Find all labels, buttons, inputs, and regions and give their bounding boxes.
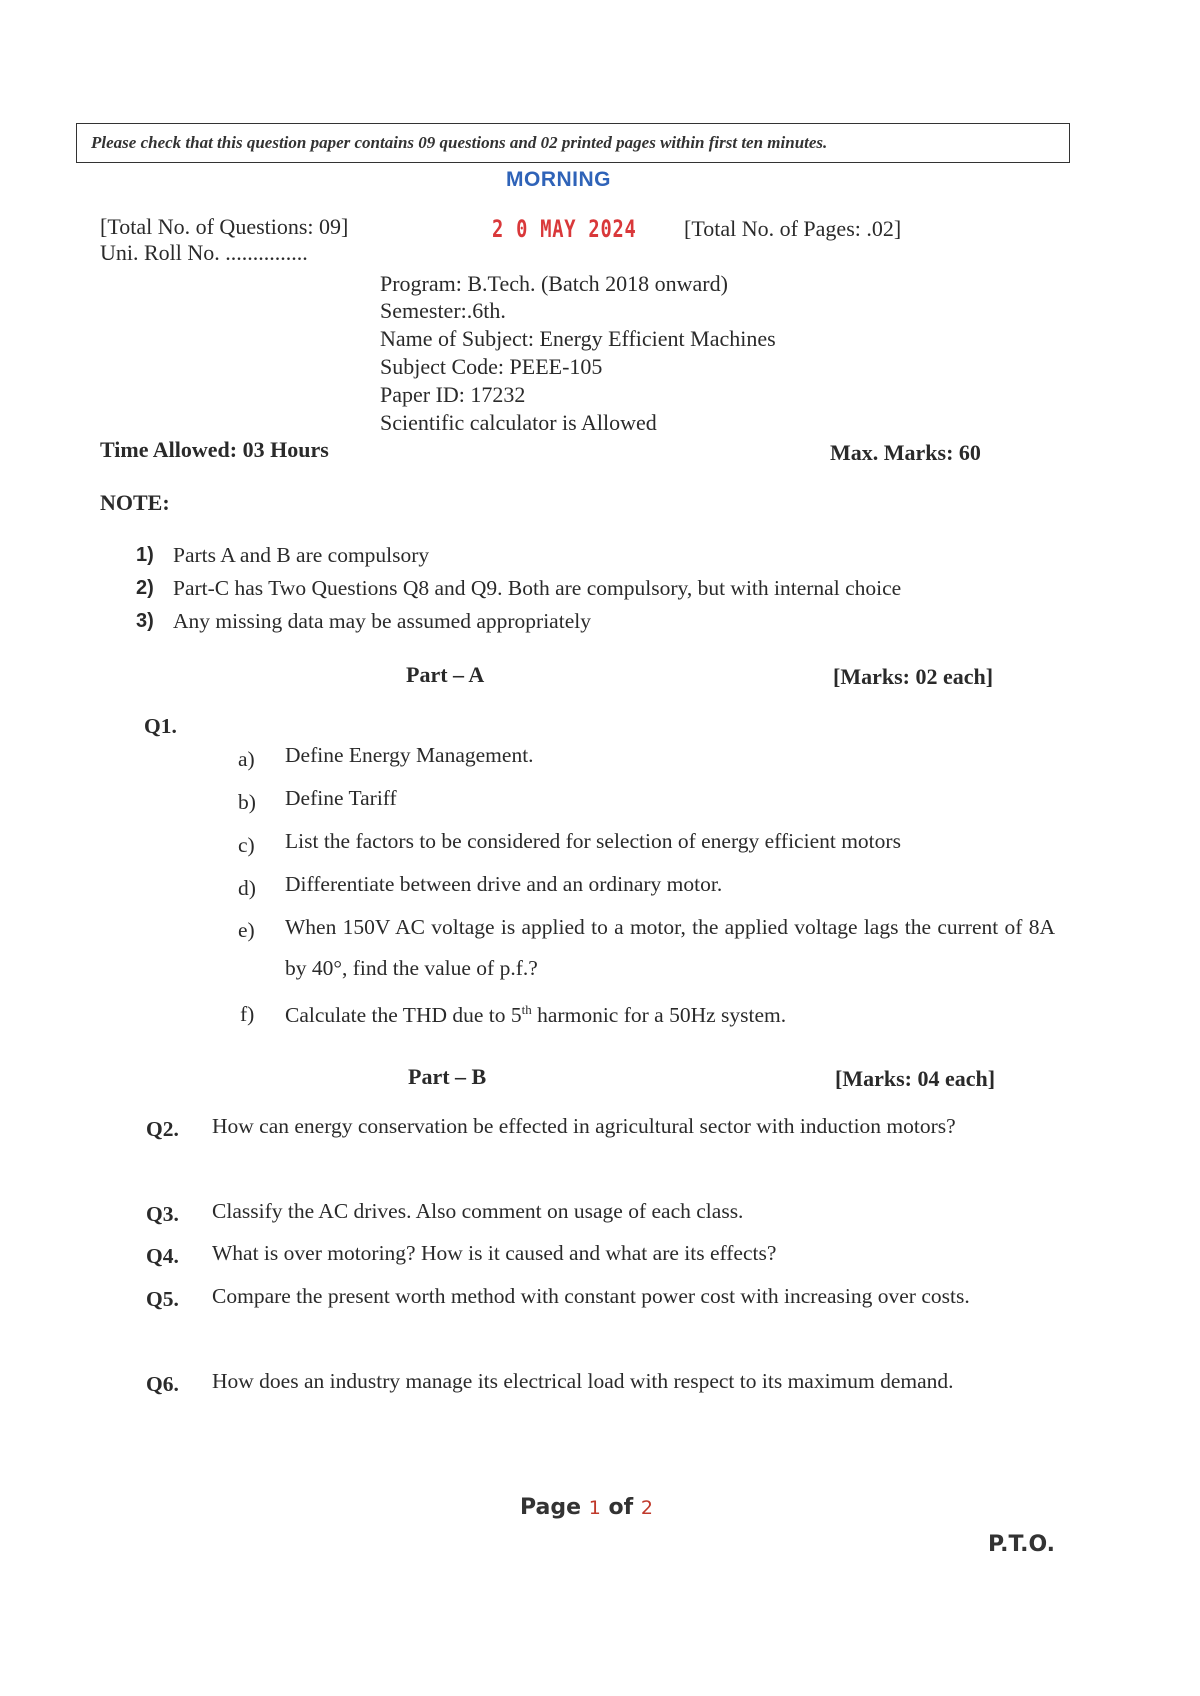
question-text: Classify the AC drives. Also comment on usage of each class. xyxy=(212,1199,744,1223)
session-label: MORNING xyxy=(506,168,611,191)
part-b-marks: [Marks: 04 each] xyxy=(835,1066,996,1091)
notice-box xyxy=(76,123,1070,163)
question-label: Q3. xyxy=(146,1202,179,1226)
sub-question-text: List the factors to be considered for selection of energy efficient motors xyxy=(285,829,901,853)
sub-question-letter: b) xyxy=(238,790,256,814)
time-allowed: Time Allowed: 03 Hours xyxy=(100,437,329,462)
max-marks: Max. Marks: 60 xyxy=(830,440,981,465)
note-item-text: Parts A and B are compulsory xyxy=(173,543,430,567)
sub-question-text: Differentiate between drive and an ordinary motor. xyxy=(285,872,723,896)
question-label: Q2. xyxy=(146,1117,179,1141)
part-a-title: Part – A xyxy=(406,662,485,687)
note-item-number: 1) xyxy=(136,544,154,566)
page-indicator xyxy=(520,1495,653,1520)
sub-question-letter: d) xyxy=(238,876,256,900)
question-text: How does an industry manage its electrical load with respect to its maximum demand. xyxy=(212,1369,954,1393)
superscript: th xyxy=(521,1002,532,1017)
part-b-title: Part – B xyxy=(408,1064,487,1089)
sub-question-text: Define Tariff xyxy=(285,786,397,810)
note-item-number: 2) xyxy=(136,577,154,599)
page-of: of xyxy=(608,1495,634,1520)
sub-question-letter: f) xyxy=(240,1002,255,1026)
page-word: Page xyxy=(520,1495,582,1520)
question-text: What is over motoring? How is it caused and what are its effects? xyxy=(212,1241,777,1265)
question-text: Compare the present worth method with constant power cost with increasing over costs. xyxy=(212,1284,970,1308)
sub-question-letter: c) xyxy=(238,833,255,857)
subject-code: Subject Code: PEEE-105 xyxy=(380,354,603,379)
calculator-note: Scientific calculator is Allowed xyxy=(380,410,657,435)
page-total: 2 xyxy=(640,1497,653,1519)
semester: Semester:.6th. xyxy=(380,298,506,323)
note-item-text: Any missing data may be assumed appropriately xyxy=(173,609,591,633)
sub-question-letter: e) xyxy=(238,918,255,942)
sub-question-text: When 150V AC voltage is applied to a motor, the applied voltage lags the current of 8A by 40°, find the value of p.f.? xyxy=(285,915,1055,980)
note-item-text: Part-C has Two Questions Q8 and Q9. Both are compulsory, but with internal choice xyxy=(173,576,902,600)
sub-question-text: Define Energy Management. xyxy=(285,743,534,767)
sub-question-text-part: harmonic for a 50Hz system. xyxy=(531,1003,787,1028)
note-item-number: 3) xyxy=(136,610,154,632)
date-stamp: 2 0 MAY 2024 xyxy=(492,215,637,243)
question-label: Q6. xyxy=(146,1372,179,1396)
sub-question-letter: a) xyxy=(238,747,255,771)
total-pages: [Total No. of Pages: .02] xyxy=(684,216,902,241)
note-title: NOTE: xyxy=(100,490,170,515)
question-label: Q4. xyxy=(146,1244,179,1268)
notice-text: Please check that this question paper contains 09 questions and 02 printed pages within first ten minutes. xyxy=(91,133,828,152)
program: Program: B.Tech. (Batch 2018 onward) xyxy=(380,271,728,296)
sub-question-text xyxy=(285,993,786,1032)
pto-label: P.T.O. xyxy=(988,1532,1056,1557)
paper-id: Paper ID: 17232 xyxy=(380,382,526,407)
subject-name: Name of Subject: Energy Efficient Machines xyxy=(380,326,776,351)
sub-question-text-part: Calculate the THD due to 5 xyxy=(285,1003,522,1028)
page-current: 1 xyxy=(588,1497,601,1519)
question-text: How can energy conservation be effected in agricultural sector with induction motors? xyxy=(212,1114,956,1138)
question-label: Q5. xyxy=(146,1287,179,1311)
total-questions: [Total No. of Questions: 09] xyxy=(100,214,349,239)
question-label-q1: Q1. xyxy=(144,714,177,738)
roll-no: Uni. Roll No. ............... xyxy=(100,240,308,265)
part-a-marks: [Marks: 02 each] xyxy=(833,664,994,689)
